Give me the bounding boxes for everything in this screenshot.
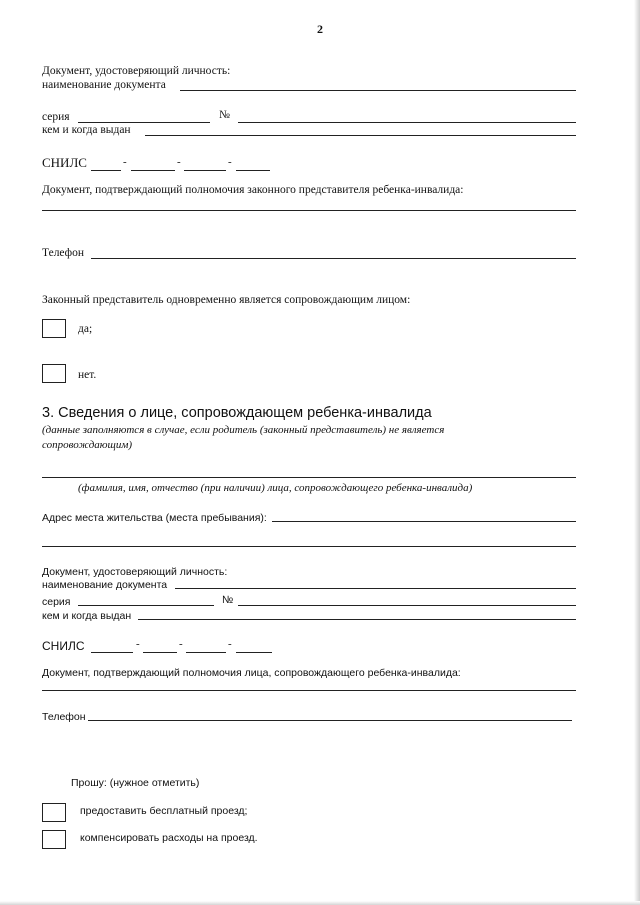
phone-field[interactable] (91, 258, 576, 259)
section3-note-line1: (данные заполняются в случае, если родитель (законный представитель) не является (42, 424, 445, 436)
companion-doc-name-label: наименование документа (42, 579, 168, 591)
compensation-label: компенсировать расходы на проезд. (80, 832, 258, 844)
address-field-2[interactable] (42, 546, 576, 547)
scan-edge-right (634, 0, 640, 905)
snils-field-4[interactable] (236, 170, 270, 171)
phone-label: Телефон (42, 247, 85, 259)
free-travel-label: предоставить бесплатный проезд; (80, 805, 248, 817)
companion-snils-field-1[interactable] (91, 652, 133, 653)
legal-rep-question: Законный представитель одновременно является сопровождающим лицом: (42, 294, 411, 306)
snils-field-2[interactable] (131, 170, 175, 171)
companion-id-title: Документ, удостоверяющий личность: (42, 566, 228, 578)
companion-issued-label: кем и когда выдан (42, 610, 132, 622)
authority-doc-label: Документ, подтверждающий полномочия законного представителя ребенка-инвалида: (42, 184, 464, 196)
companion-snils-sep-2: - (179, 638, 183, 650)
companion-authority-label: Документ, подтверждающий полномочия лица, сопровождающего ребенка-инвалида: (42, 667, 461, 679)
companion-snils-field-3[interactable] (186, 652, 226, 653)
issued-field[interactable] (145, 135, 576, 136)
snils-field-1[interactable] (91, 170, 121, 171)
doc-name-label: наименование документа (42, 79, 166, 91)
snils-label: СНИЛС (42, 155, 87, 170)
companion-number-label: № (222, 594, 234, 606)
companion-number-field[interactable] (238, 605, 576, 606)
address-field-1[interactable] (272, 521, 576, 522)
snils-sep-3: - (228, 156, 232, 168)
fio-caption: (фамилия, имя, отчество (при наличии) лица, сопровождающего ребенка-инвалида) (78, 482, 473, 494)
companion-series-label: серия (42, 596, 71, 608)
yes-label: да; (78, 323, 93, 335)
address-label: Адрес места жительства (места пребывания): (42, 512, 267, 524)
page-number: 2 (317, 22, 323, 36)
free-travel-checkbox[interactable] (42, 803, 66, 822)
request-title: Прошу: (нужное отметить) (71, 777, 200, 789)
authority-doc-field[interactable] (42, 210, 576, 211)
companion-series-field[interactable] (78, 605, 214, 606)
yes-checkbox[interactable] (42, 319, 66, 338)
companion-authority-field[interactable] (42, 690, 576, 691)
snils-sep-1: - (123, 156, 127, 168)
companion-snils-sep-1: - (136, 638, 140, 650)
fio-field[interactable] (42, 477, 576, 478)
companion-snils-label: СНИЛС (42, 639, 85, 653)
id-doc-title: Документ, удостоверяющий личность: (42, 65, 231, 77)
scan-edge-bottom (0, 901, 640, 905)
doc-name-field[interactable] (180, 90, 576, 91)
no-label: нет. (78, 369, 97, 381)
companion-doc-name-field[interactable] (175, 588, 576, 589)
compensation-checkbox[interactable] (42, 830, 66, 849)
section3-heading: 3. Сведения о лице, сопровождающем ребенка-инвалида (42, 405, 432, 421)
number-field[interactable] (238, 122, 576, 123)
issued-label: кем и когда выдан (42, 124, 131, 136)
section3-note-line2: сопровождающим) (42, 439, 133, 451)
companion-snils-sep-3: - (228, 638, 232, 650)
number-label: № (219, 109, 230, 121)
companion-snils-field-4[interactable] (236, 652, 272, 653)
companion-snils-field-2[interactable] (143, 652, 177, 653)
companion-phone-label: Телефон (42, 711, 86, 723)
snils-field-3[interactable] (184, 170, 226, 171)
snils-sep-2: - (177, 156, 181, 168)
companion-issued-field[interactable] (138, 619, 576, 620)
series-label: серия (42, 111, 70, 123)
no-checkbox[interactable] (42, 364, 66, 383)
companion-phone-field[interactable] (88, 720, 572, 721)
